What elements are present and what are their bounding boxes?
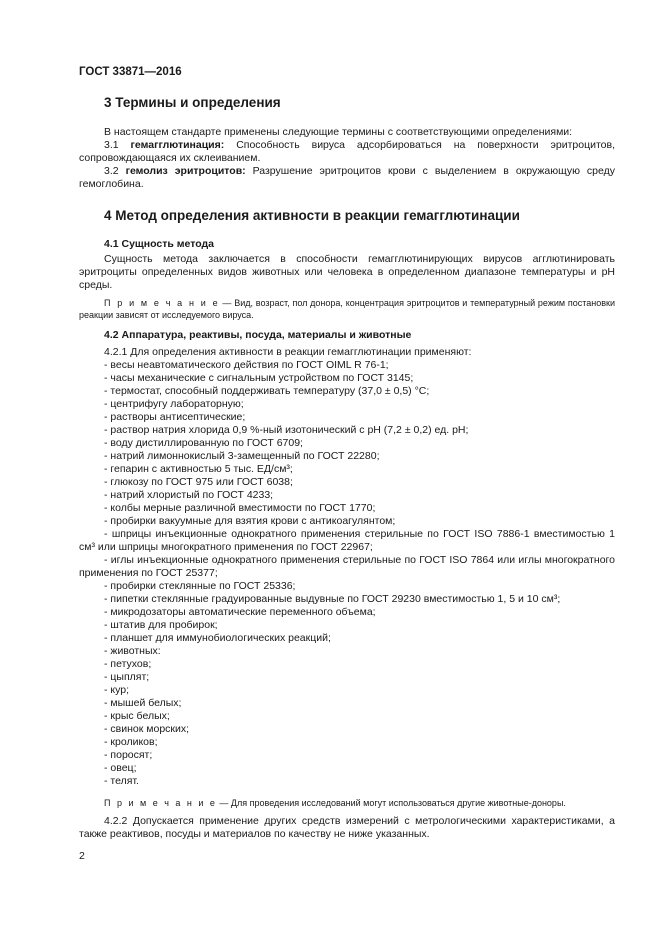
list-item: - шприцы инъекционные однократного применения стерильные по ГОСТ ISO 7886-1 вместимостью 1 см³ или шприцы многократного применения по ГОСТ 22967; — [79, 528, 615, 553]
list-item: - растворы антисептические; — [104, 411, 246, 423]
list-item: - микродозаторы автоматические переменного объема; — [104, 606, 376, 618]
section-3-intro: В настоящем стандарте применены следующие термины с соответствующими определениями: — [104, 126, 573, 138]
list-item: - колбы мерные различной вместимости по ГОСТ 1770; — [104, 502, 376, 514]
subsection-4-2-2: 4.2.2 Допускается применение других средств измерений с метрологическими характеристиками, а также реактивов, посуды и материалов по качеству не ниже указанных. — [79, 815, 615, 840]
list-item: - мышей белых; — [104, 697, 182, 709]
term-3-2-definition: Разрушение эритроцитов крови с выделением в окружающую среду гемоглобина. — [79, 165, 615, 190]
subsection-4-1-text: Сущность метода заключается в способности гемагглютинирующих вирусов агглютинировать эритроциты определенных видов животных или человека в определенном диапазоне температуры и pH среды. — [79, 253, 615, 291]
list-item: - часы механические с сигнальным устройством по ГОСТ 3145; — [104, 372, 414, 384]
term-3-1-number: 3.1 — [104, 139, 119, 151]
list-item: - воду дистиллированную по ГОСТ 6709; — [104, 437, 303, 449]
subsection-4-2-1-intro: 4.2.1 Для определения активности в реакции гемагглютинации применяют: — [104, 346, 472, 358]
subsection-4-1-heading: 4.1 Сущность метода — [104, 238, 215, 250]
list-item: - раствор натрия хлорида 0,9 %-ный изотонический с pH (7,2 ± 0,2) ед. pH; — [104, 424, 469, 436]
list-item: - натрий хлористый по ГОСТ 4233; — [104, 489, 274, 501]
section-4-heading: 4 Метод определения активности в реакции гемагглютинации — [104, 208, 520, 223]
list-item: - животных: — [104, 645, 161, 657]
list-item: - центрифугу лабораторную; — [104, 398, 244, 410]
section-3-heading: 3 Термины и определения — [104, 95, 281, 110]
term-3-1-definition: Способность вируса адсорбироваться на поверхности эритроцитов, сопровождающаяся их склеиванием. — [79, 139, 616, 164]
note-2-text: — Для проведения исследований могут использоваться другие животные-доноры. — [216, 798, 566, 808]
list-item: - иглы инъекционные однократного применения стерильные по ГОСТ ISO 7864 или иглы многократного применения по ГОСТ 25377; — [79, 554, 615, 579]
list-item: - телят. — [104, 775, 139, 787]
list-item: - поросят; — [104, 749, 153, 761]
list-item: - планшет для иммунобиологических реакций; — [104, 632, 331, 644]
list-item: - глюкозу по ГОСТ 975 или ГОСТ 6038; — [104, 476, 293, 488]
list-item: - штатив для пробирок; — [104, 619, 218, 631]
list-item: - термостат, способный поддерживать температуру (37,0 ± 0,5) °С; — [104, 385, 430, 397]
list-item: - цыплят; — [104, 671, 150, 683]
term-3-2-name: гемолиз эритроцитов: — [125, 165, 246, 177]
document-header: ГОСТ 33871—2016 — [79, 66, 182, 78]
note-1-text: — Вид, возраст, пол донора, концентрация эритроцитов и температурный режим постановки реакции зависят от исследуемого вируса. — [79, 298, 615, 320]
list-item: - кроликов; — [104, 736, 158, 748]
list-item: - пробирки стеклянные по ГОСТ 25336; — [104, 580, 296, 592]
note-1 — [79, 297, 615, 321]
list-item: - пипетки стеклянные градуированные выдувные по ГОСТ 29230 вместимостью 1, 5 и 10 см³; — [104, 593, 561, 605]
list-item: - весы неавтоматического действия по ГОСТ OIML R 76-1; — [104, 359, 389, 371]
term-3-1-name: гемагглютинация: — [130, 139, 225, 151]
term-3-2-number: 3.2 — [104, 165, 119, 177]
page-number: 2 — [79, 850, 85, 862]
subsection-4-2-heading: 4.2 Аппаратура, реактивы, посуда, материалы и животные — [104, 329, 412, 341]
note-1-label: П р и м е ч а н и е — [104, 298, 220, 308]
term-3-2 — [79, 165, 615, 191]
term-3-1 — [79, 139, 615, 165]
list-item: - гепарин с активностью 5 тыс. ЕД/см³; — [104, 463, 293, 475]
list-item: - пробирки вакуумные для взятия крови с антикоагулянтом; — [104, 515, 396, 527]
equipment-list — [79, 359, 615, 788]
list-item: - натрий лимоннокислый 3-замещенный по ГОСТ 22280; — [104, 450, 380, 462]
list-item: - крыс белых; — [104, 710, 170, 722]
note-2-label: П р и м е ч а н и е — [104, 798, 217, 808]
list-item: - кур; — [104, 684, 130, 696]
list-item: - овец; — [104, 762, 137, 774]
note-2 — [79, 797, 615, 809]
list-item: - свинок морских; — [104, 723, 190, 735]
list-item: - петухов; — [104, 658, 152, 670]
